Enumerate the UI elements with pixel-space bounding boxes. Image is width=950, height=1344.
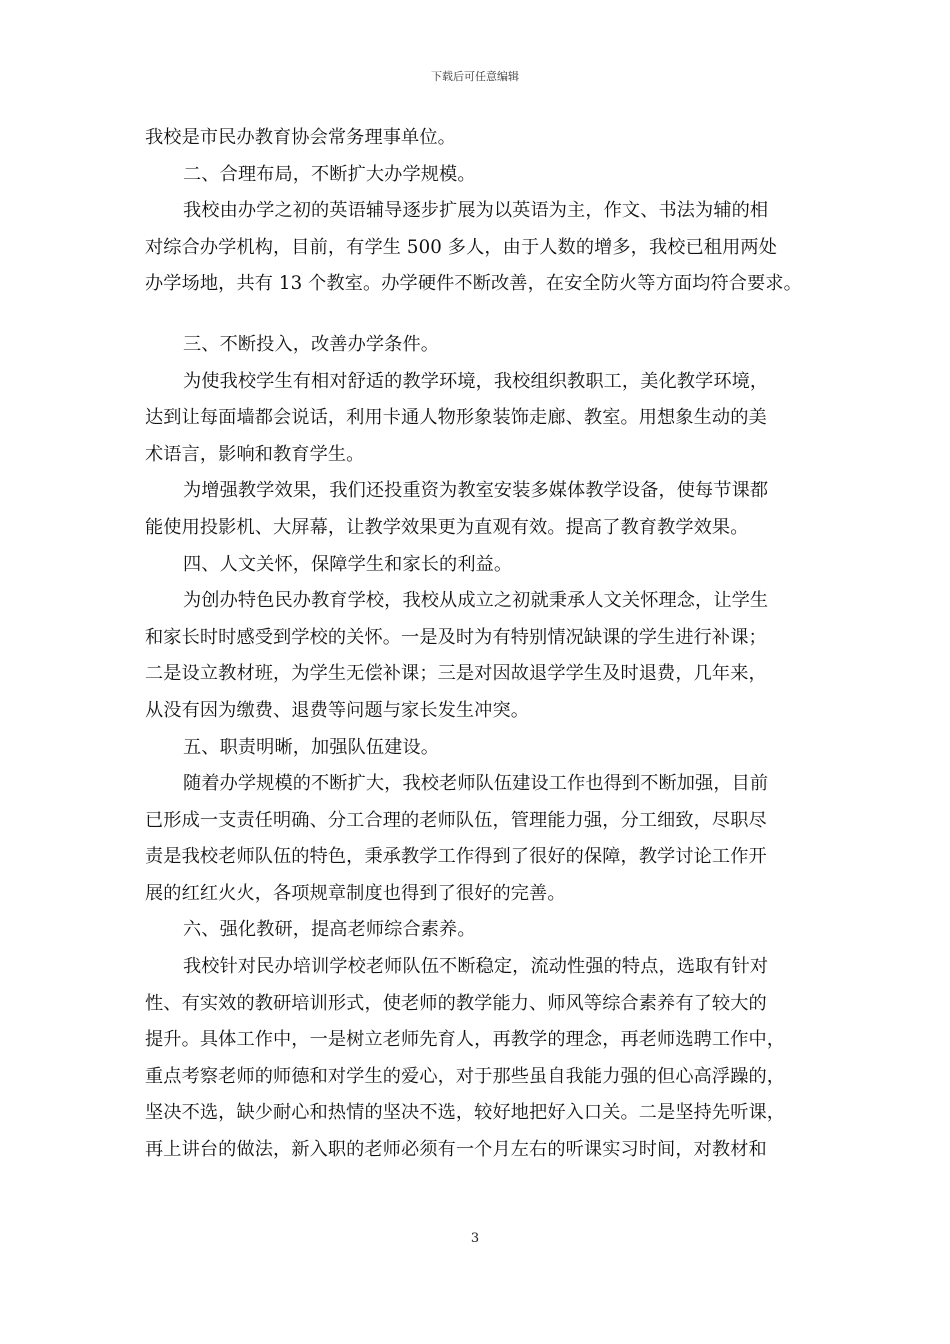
text-line: 对综合办学机构，目前，有学生 500 多人，由于人数的增多，我校已租用两处 [145, 236, 777, 258]
section-heading: 二、合理布局，不断扩大办学规模。 [183, 163, 476, 185]
text-line: 坚决不选，缺少耐心和热情的坚决不选，较好地把好入口关。二是坚持先听课， [145, 1102, 786, 1124]
text-line: 达到让每面墙都会说话，利用卡通人物形象装饰走廊、教室。用想象生动的美 [145, 407, 767, 429]
text-line: 能使用投影机、大屏幕，让教学效果更为直观有效。提高了教育教学效果。 [145, 516, 749, 538]
text-line: 我校由办学之初的英语辅导逐步扩展为以英语为主，作文、书法为辅的相 [183, 200, 769, 222]
text-line: 为增强教学效果，我们还投重资为教室安装多媒体教学设备，使每节课都 [183, 480, 769, 502]
text-line: 术语言，影响和教育学生。 [145, 443, 365, 465]
section-heading: 六、强化教研，提高老师综合素养。 [183, 919, 476, 941]
text-line: 已形成一支责任明确、分工合理的老师队伍，管理能力强，分工细致，尽职尽 [145, 809, 767, 831]
page-header: 下载后可任意编辑 [431, 70, 519, 83]
section-heading: 三、不断投入，改善办学条件。 [183, 333, 440, 355]
text-line: 为使我校学生有相对舒适的教学环境，我校组织教职工，美化教学环境， [183, 370, 769, 392]
text-line: 二是设立教材班，为学生无偿补课；三是对因故退学学生及时退费，几年来， [145, 663, 767, 685]
text-line: 性、有实效的教研培训形式，使老师的教学能力、师风等综合素养有了较大的 [145, 992, 767, 1014]
section-heading: 五、职责明晰，加强队伍建设。 [183, 736, 440, 758]
page-number: 3 [470, 1231, 480, 1246]
text-line: 办学场地，共有 13 个教室。办学硬件不断改善，在安全防火等方面均符合要求。 [145, 273, 802, 295]
text-line: 展的红红火火，各项规章制度也得到了很好的完善。 [145, 882, 566, 904]
text-line: 我校针对民办培训学校老师队伍不断稳定，流动性强的特点，选取有针对 [183, 956, 769, 978]
text-line: 责是我校老师队伍的特色，秉承教学工作得到了很好的保障，教学讨论工作开 [145, 846, 767, 868]
text-line: 提升。具体工作中，一是树立老师先育人，再教学的理念，再老师选聘工作中， [145, 1029, 786, 1051]
text-line: 和家长时时感受到学校的关怀。一是及时为有特别情况缺课的学生进行补课； [145, 626, 767, 648]
text-line: 从没有因为缴费、退费等问题与家长发生冲突。 [145, 699, 530, 721]
document-body [145, 120, 815, 1169]
text-line: 重点考察老师的师德和对学生的爱心，对于那些虽自我能力强的但心高浮躁的， [145, 1065, 786, 1087]
text-line: 我校是市民办教育协会常务理事单位。 [145, 127, 456, 148]
text-line: 再上讲台的做法，新入职的老师必须有一个月左右的听课实习时间，对教材和 [145, 1139, 767, 1161]
section-heading: 四、人文关怀，保障学生和家长的利益。 [183, 553, 513, 575]
text-line: 为创办特色民办教育学校，我校从成立之初就秉承人文关怀理念，让学生 [183, 590, 769, 612]
text-line: 随着办学规模的不断扩大，我校老师队伍建设工作也得到不断加强，目前 [183, 773, 769, 795]
paragraph-gap [145, 303, 815, 327]
